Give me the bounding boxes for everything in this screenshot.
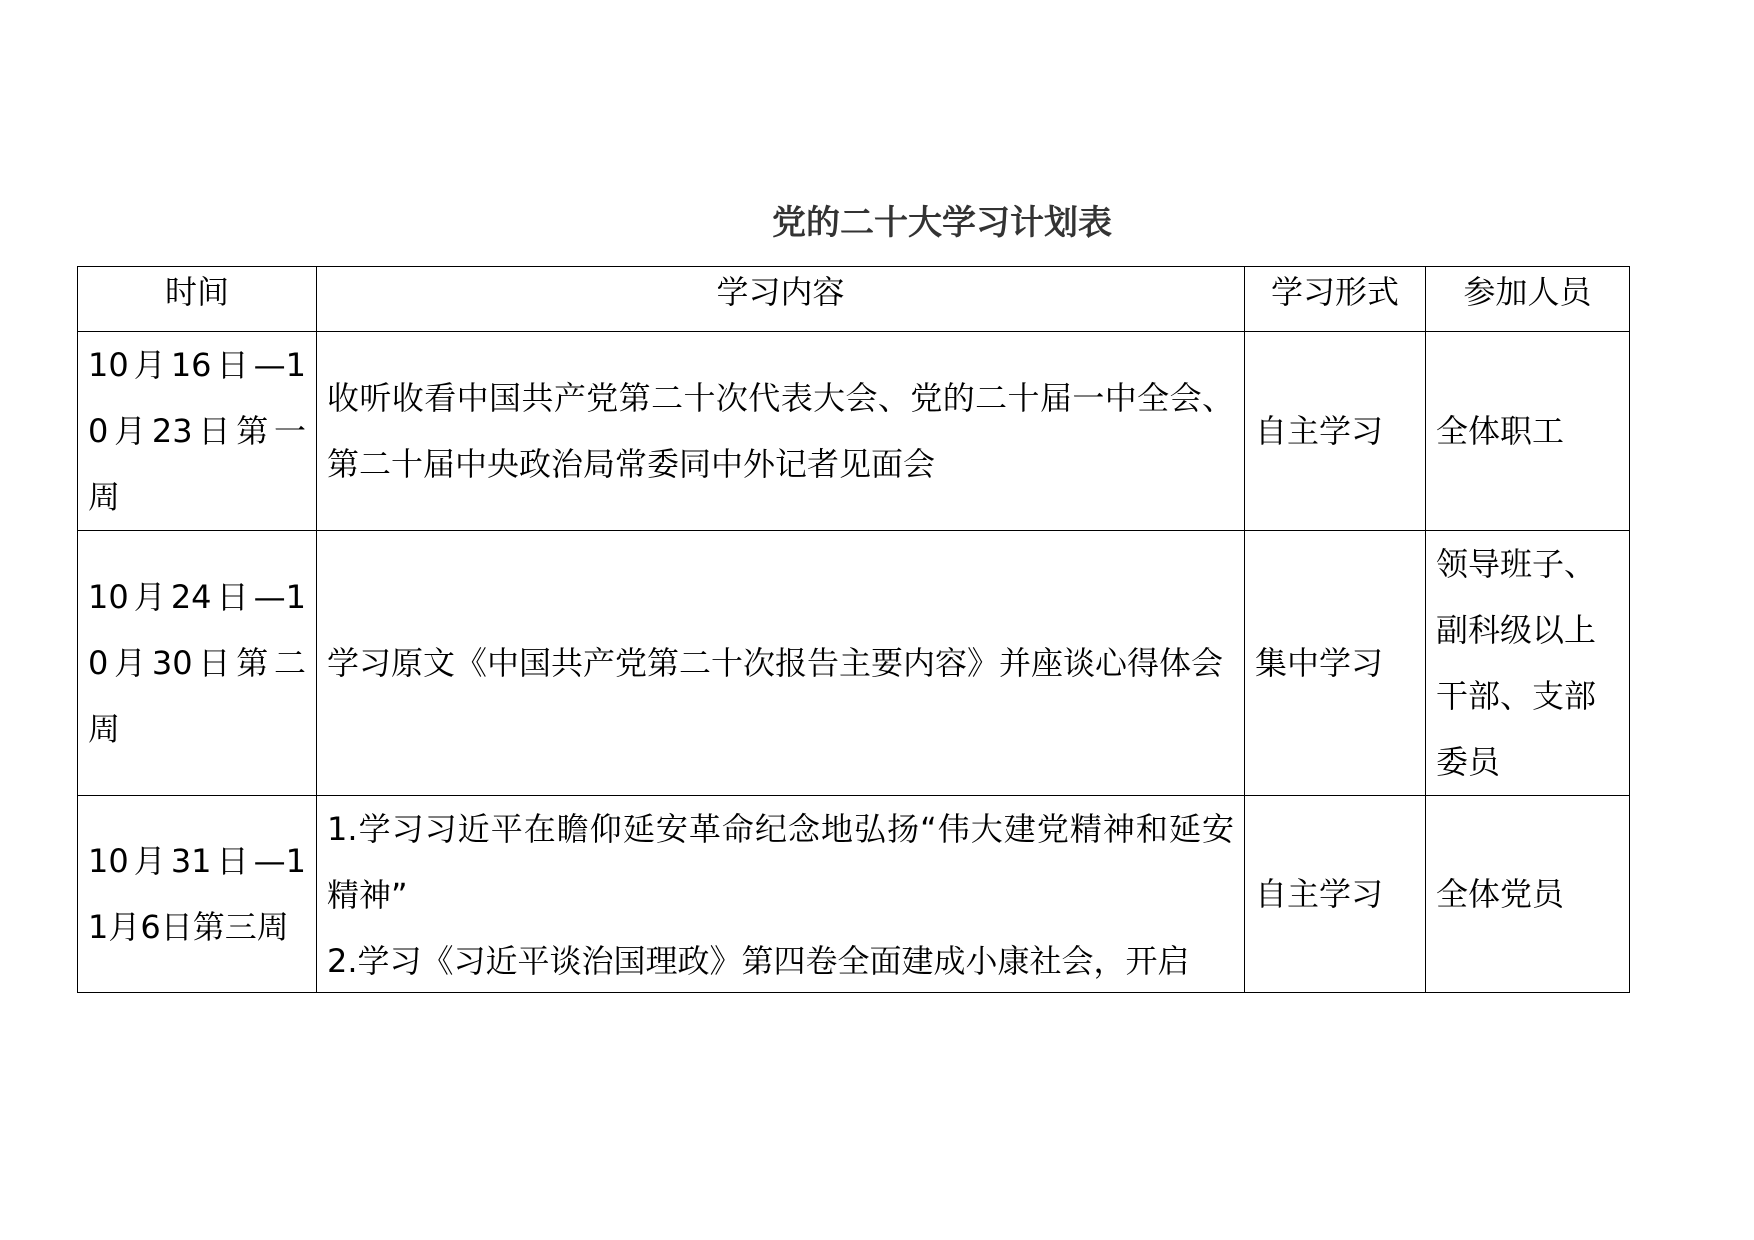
cell-content [317,796,1245,993]
table-header-row [78,267,1630,332]
cell-participants: 领导班子、副科级以上干部、支部委员 [1426,531,1630,796]
cell-form: 自主学习 [1245,332,1426,531]
header-participants: 参加人员 [1426,267,1630,332]
page-title: 党的二十大学习计划表 [772,203,1112,243]
cell-time: 10月31日—11月6日第三周 [78,796,317,993]
cell-time: 10月24日—10月30日第二周 [78,531,317,796]
table-row [78,531,1630,796]
cell-form: 自主学习 [1245,796,1426,993]
content-item-2: 2.学习《习近平谈治国理政》第四卷全面建成小康社会，开启 [327,942,1190,980]
header-content: 学习内容 [317,267,1245,332]
cell-participants: 全体党员 [1426,796,1630,993]
cell-time: 10月16日—10月23日第一周 [78,332,317,531]
content-item-1: 1.学习习近平在瞻仰延安革命纪念地弘扬“伟大建党精神和延安精神” [327,810,1234,914]
header-form: 学习形式 [1245,267,1426,332]
cell-content: 学习原文《中国共产党第二十次报告主要内容》并座谈心得体会 [317,531,1245,796]
cell-participants: 全体职工 [1426,332,1630,531]
table-row [78,332,1630,531]
header-time: 时间 [78,267,317,332]
cell-form: 集中学习 [1245,531,1426,796]
cell-content: 收听收看中国共产党第二十次代表大会、党的二十届一中全会、第二十届中央政治局常委同中外记者见面会 [317,332,1245,531]
table-row [78,796,1630,993]
study-plan-table [77,266,1630,993]
